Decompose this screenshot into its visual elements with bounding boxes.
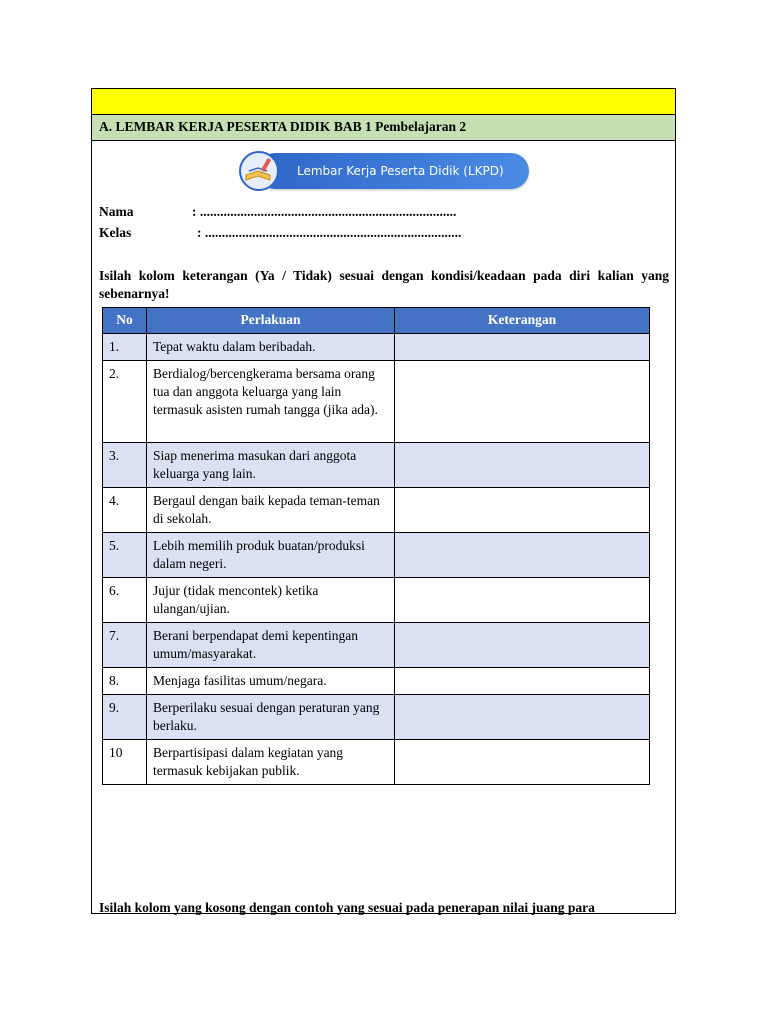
book-pen-icon (237, 149, 283, 193)
table-header-row (103, 308, 650, 334)
row-perlakuan: Lebih memilih produk buatan/produksi dalam negeri. (147, 533, 395, 578)
class-row (99, 225, 462, 241)
row-keterangan[interactable] (395, 695, 650, 740)
name-row (99, 204, 457, 220)
row-perlakuan: Berdialog/bercengkerama bersama orang tua dan anggota keluarga yang lain termasuk asisten rumah tangga (jika ada). (147, 361, 395, 443)
class-input-line[interactable]: : ............................................................................ (197, 225, 462, 240)
table-row (103, 578, 650, 623)
row-perlakuan: Berperilaku sesuai dengan peraturan yang berlaku. (147, 695, 395, 740)
row-keterangan[interactable] (395, 740, 650, 785)
lkpd-banner (237, 149, 533, 193)
row-keterangan[interactable] (395, 668, 650, 695)
row-number: 4. (103, 488, 147, 533)
name-input-line[interactable]: : ............................................................................ (192, 204, 457, 219)
row-perlakuan: Siap menerima masukan dari anggota keluarga yang lain. (147, 443, 395, 488)
worksheet-frame (91, 88, 676, 914)
table-row (103, 488, 650, 533)
row-perlakuan: Jujur (tidak mencontek) ketika ulangan/ujian. (147, 578, 395, 623)
row-keterangan[interactable] (395, 578, 650, 623)
instruction-text: Isilah kolom keterangan (Ya / Tidak) sesuai dengan kondisi/keadaan pada diri kalian yang sebenarnya! (99, 268, 669, 301)
row-perlakuan: Tepat waktu dalam beribadah. (147, 334, 395, 361)
class-label: Kelas (99, 225, 132, 240)
row-number: 6. (103, 578, 147, 623)
row-number: 2. (103, 361, 147, 443)
row-number: 10 (103, 740, 147, 785)
table-row (103, 533, 650, 578)
table-row (103, 443, 650, 488)
row-number: 7. (103, 623, 147, 668)
header-no: No (103, 308, 147, 334)
behavior-table (102, 307, 650, 785)
row-number: 9. (103, 695, 147, 740)
section-heading: A. LEMBAR KERJA PESERTA DIDIK BAB 1 Pembelajaran 2 (92, 115, 675, 141)
row-perlakuan: Menjaga fasilitas umum/negara. (147, 668, 395, 695)
yellow-header-bar (92, 89, 675, 115)
name-label: Nama (99, 204, 134, 219)
header-keterangan: Keterangan (395, 308, 650, 334)
row-keterangan[interactable] (395, 533, 650, 578)
table-row (103, 623, 650, 668)
table-row (103, 695, 650, 740)
banner-title: Lembar Kerja Peserta Didik (LKPD) (297, 164, 504, 178)
header-perlakuan: Perlakuan (147, 308, 395, 334)
row-keterangan[interactable] (395, 361, 650, 443)
row-perlakuan: Bergaul dengan baik kepada teman-teman di sekolah. (147, 488, 395, 533)
row-number: 1. (103, 334, 147, 361)
row-keterangan[interactable] (395, 334, 650, 361)
table-row (103, 334, 650, 361)
table-row (103, 668, 650, 695)
row-number: 5. (103, 533, 147, 578)
row-perlakuan: Berani berpendapat demi kepentingan umum/masyarakat. (147, 623, 395, 668)
table-row (103, 361, 650, 443)
row-number: 8. (103, 668, 147, 695)
table-row (103, 740, 650, 785)
row-number: 3. (103, 443, 147, 488)
row-keterangan[interactable] (395, 623, 650, 668)
second-instruction-text: Isilah kolom yang kosong dengan contoh yang sesuai pada penerapan nilai juang para (99, 900, 595, 915)
row-perlakuan: Berpartisipasi dalam kegiatan yang termasuk kebijakan publik. (147, 740, 395, 785)
row-keterangan[interactable] (395, 488, 650, 533)
row-keterangan[interactable] (395, 443, 650, 488)
